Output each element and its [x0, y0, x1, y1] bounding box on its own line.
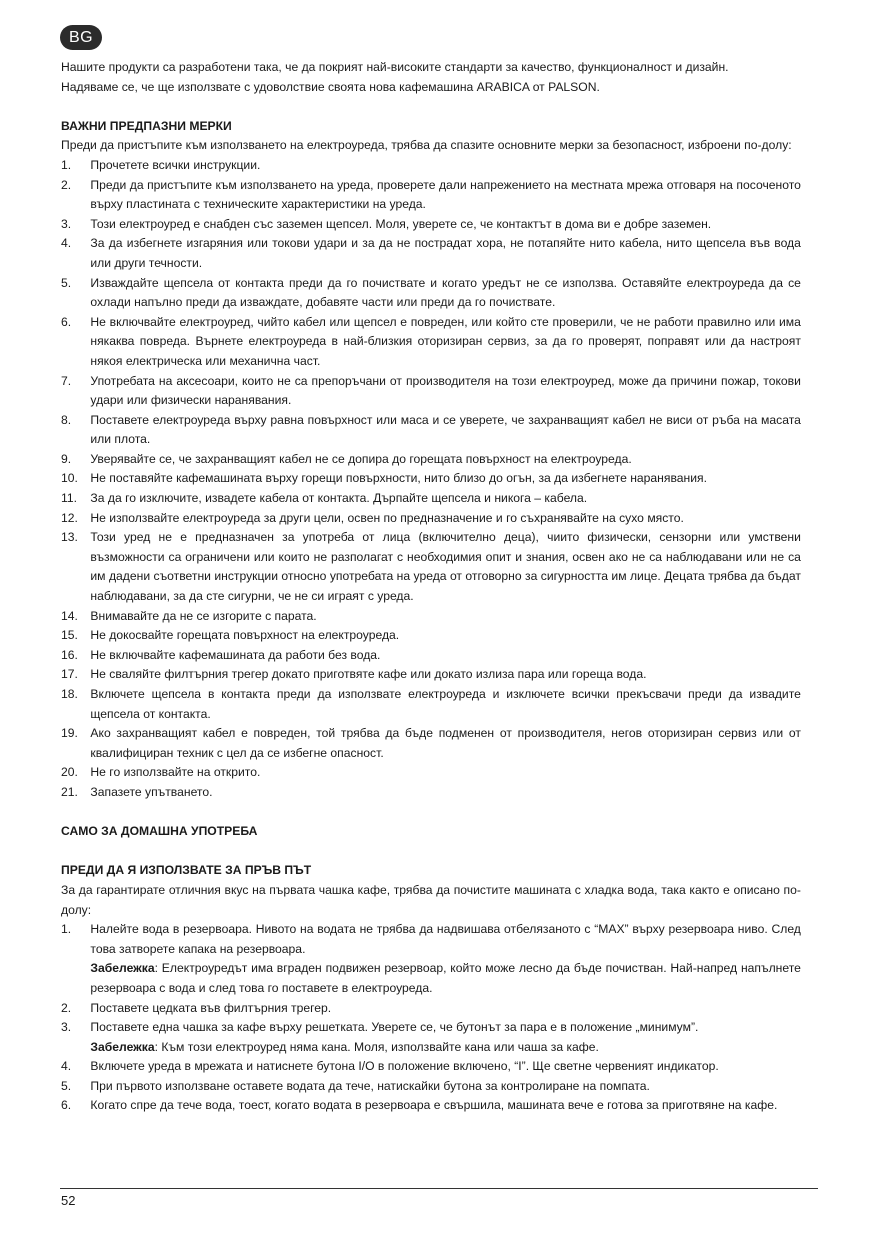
first-use-intro: За да гарантирате отличния вкус на първата чашка кафе, трябва да почистите машината с хладка вода, така както е описано по-долу:: [61, 882, 801, 917]
list-item-text: Не използвайте електроуреда за други цели, освен по предназначение и го съхранявайте на сухо място.: [90, 510, 684, 525]
list-item-number: 2.: [61, 177, 72, 192]
list-item-text: Запазете упътването.: [90, 784, 213, 799]
list-item-note: [90, 959, 801, 998]
list-item: [61, 607, 801, 627]
note-label: Забележка: [90, 1039, 155, 1054]
list-item-number: 10.: [61, 471, 78, 486]
list-item-text: Поставете електроуреда върху равна повърхност или маса и се уверете, че захранващият кабел не виси от ръба на масата или плота.: [90, 412, 801, 447]
note-label: Забележка: [90, 961, 155, 976]
list-item: [61, 313, 801, 372]
list-item: [61, 372, 801, 411]
list-item-number: 21.: [61, 784, 78, 799]
list-item: [61, 450, 801, 470]
first-use-list: [61, 920, 801, 1116]
list-item: [61, 999, 801, 1019]
list-item-text: Ако захранващият кабел е повреден, той трябва да бъде подменен от производителя, негов оторизиран сервиз или от квалифициран техник с цел да се избегне опасност.: [90, 726, 801, 760]
list-item-number: 4.: [61, 1059, 72, 1074]
list-item: [61, 469, 801, 489]
list-item: [61, 1057, 801, 1077]
list-item-text: Поставете цедката във филтърния трегер.: [90, 1000, 332, 1015]
list-item-number: 4.: [61, 236, 72, 251]
list-item: [61, 1077, 801, 1097]
list-item-text: Не включвайте кафемашината да работи без вода.: [90, 647, 381, 662]
list-item: [61, 665, 801, 685]
list-item-text: При първото използване оставете водата да тече, натискайки бутона за контролиране на помпата.: [90, 1078, 650, 1093]
list-item-number: 9.: [61, 451, 72, 466]
list-item: [61, 724, 801, 763]
list-item: [61, 274, 801, 313]
list-item-number: 3.: [61, 216, 72, 231]
list-item: [61, 763, 801, 783]
list-item-number: 6.: [61, 1098, 72, 1113]
safety-heading: ВАЖНИ ПРЕДПАЗНИ МЕРКИ: [61, 118, 232, 133]
list-item: [61, 1096, 801, 1116]
list-item-text: Налейте вода в резервоара. Нивото на водата не трябва да надвишава отбелязаното с “MAX” върху резервоара ниво. След това затворете капака на резервоара.: [90, 922, 801, 956]
footer-divider: [60, 1188, 818, 1189]
list-item: [61, 685, 801, 724]
list-item-text: Включете щепсела в контакта преди да използвате електроуреда и изключете всички прекъсвачи преди да извадите щепсела от контакта.: [90, 687, 801, 721]
list-item-number: 18.: [61, 687, 78, 701]
list-item: [61, 156, 801, 176]
list-item-number: 16.: [61, 647, 78, 662]
list-item: [61, 489, 801, 509]
first-use-heading: ПРЕДИ ДА Я ИЗПОЛЗВАТЕ ЗА ПРЪВ ПЪТ: [61, 863, 312, 878]
list-item-text: Включете уреда в мрежата и натиснете бутона I/O в положение включено, “I”. Ще светне червеният индикатор.: [90, 1059, 719, 1074]
list-item-text: Употребата на аксесоари, които не са препоръчани от производителя на този електроуред, може да причини пожар, токови удари или физически наранявания.: [90, 373, 801, 408]
list-item-text: Не включвайте електроуред, чийто кабел или щепсел е повреден, или който сте проверили, че не работи правилно или има някаква повреда. Върнете електроуреда в най-близкия оторизиран сервиз, за да го проверят, поправят или да настроят някоя електрическа или механична част.: [90, 314, 801, 368]
list-item-number: 20.: [61, 765, 78, 780]
language-badge: BG: [60, 25, 102, 50]
list-item-text: Не сваляйте филтърния трегер докато приготвяте кафе или докато излиза пара или гореща вода.: [90, 667, 647, 682]
note-text: : Електроуредът има вграден подвижен резервоар, който може лесно да бъде почистван. Най-напред напълнете резервоара с вода и след това го поставете в електроуреда.: [90, 961, 801, 995]
list-item-text: Поставете една чашка за кафе върху решетката. Уверете се, че бутонът за пара е в положение „минимум”.: [90, 1020, 699, 1035]
list-item-number: 8.: [61, 412, 72, 427]
list-item: [61, 176, 801, 215]
list-item: [61, 626, 801, 646]
list-item: [61, 1018, 801, 1057]
list-item-number: 12.: [61, 510, 78, 525]
list-item-number: 6.: [61, 314, 72, 329]
list-item-text: Този електроуред е снабден със заземен щепсел. Моля, уверете се, че контактът в дома ви е добре заземен.: [90, 216, 712, 231]
safety-list: [61, 156, 801, 803]
note-text: : Към този електроуред няма кана. Моля, използвайте кана или чаша за кафе.: [154, 1039, 599, 1054]
list-item: [61, 509, 801, 529]
list-item-number: 17.: [61, 667, 78, 682]
list-item-number: 2.: [61, 1000, 72, 1015]
list-item-text: Прочетете всички инструкции.: [90, 157, 261, 172]
list-item: [61, 234, 801, 273]
list-item-text: Изваждайте щепсела от контакта преди да го почиствате и когато уредът не се използва. Оставяйте електроуреда да се охлади напълно преди да изваждате, добавяте части или преди да го почиствате.: [90, 275, 801, 310]
list-item: [61, 215, 801, 235]
list-item-number: 3.: [61, 1020, 72, 1035]
list-item-number: 1.: [61, 157, 72, 172]
list-item-text: Този уред не е предназначен за употреба от лица (включително деца), чиито физически, сензорни или умствени възможности са ограничени или които не разполагат с необходимия опит и знания, освен ако не са наблюдавани или не са им дадени съответни инструкции относно употребата на уреда от отговорно за сигурността им лице. Децата трябва да бъдат наблюдавани, за да сте сигурни, че не си играят с уреда.: [90, 530, 801, 604]
list-item-number: 5.: [61, 275, 72, 290]
list-item-number: 14.: [61, 608, 78, 623]
list-item: [61, 783, 801, 803]
list-item: [61, 528, 801, 606]
list-item-text: Не го използвайте на открито.: [90, 765, 261, 780]
home-use-heading: САМО ЗА ДОМАШНА УПОТРЕБА: [61, 824, 258, 839]
list-item-number: 1.: [61, 922, 72, 937]
list-item-text: За да го изключите, извадете кабела от контакта. Дърпайте щепсела и никога – кабела.: [90, 491, 588, 506]
list-item-number: 13.: [61, 530, 78, 545]
list-item-number: 5.: [61, 1078, 72, 1093]
list-item: [61, 411, 801, 450]
list-item-text: Когато спре да тече вода, тоест, когато водата в резервоара е свършила, машината вече е готова за приготвяне на кафе.: [90, 1098, 778, 1113]
list-item-text: За да избегнете изгаряния или токови удари и за да не пострадат хора, не потапяйте нито кабела, нито щепсела във вода или други течности.: [90, 236, 801, 270]
list-item-text: Преди да пристъпите към използването на уреда, проверете дали напрежението на местната мрежа отговаря на посоченото върху пластината с техническите характеристики на уреда.: [90, 177, 801, 212]
intro-line-1: Нашите продукти са разработени така, че да покрият най-високите стандарти за качество, функционалност и дизайн.: [61, 60, 729, 74]
list-item-note: [90, 1038, 801, 1058]
safety-intro: Преди да пристъпите към използването на електроуреда, трябва да спазите основните мерки за безопасност, изброени по-долу:: [61, 138, 792, 153]
list-item-text: Уверявайте се, че захранващият кабел не се допира до горещата повърхност на електроуреда.: [90, 451, 632, 466]
document-body: [61, 58, 801, 1116]
list-item-number: 15.: [61, 628, 78, 643]
list-item-text: Не докосвайте горещата повърхност на електроуреда.: [90, 628, 400, 643]
list-item: [61, 646, 801, 666]
list-item-number: 7.: [61, 373, 72, 388]
list-item-number: 19.: [61, 726, 78, 741]
list-item-number: 11.: [61, 491, 77, 506]
list-item-text: Внимавайте да не се изгорите с парата.: [90, 608, 317, 623]
list-item-text: Не поставяйте кафемашината върху горещи повърхности, нито близо до огън, за да избегнете наранявания.: [90, 471, 707, 486]
list-item: [61, 920, 801, 998]
intro-line-2: Надяваме се, че ще използвате с удоволствие своята нова кафемашина ARABICA от PALSON.: [61, 79, 600, 94]
page-number: 52: [61, 1193, 76, 1208]
